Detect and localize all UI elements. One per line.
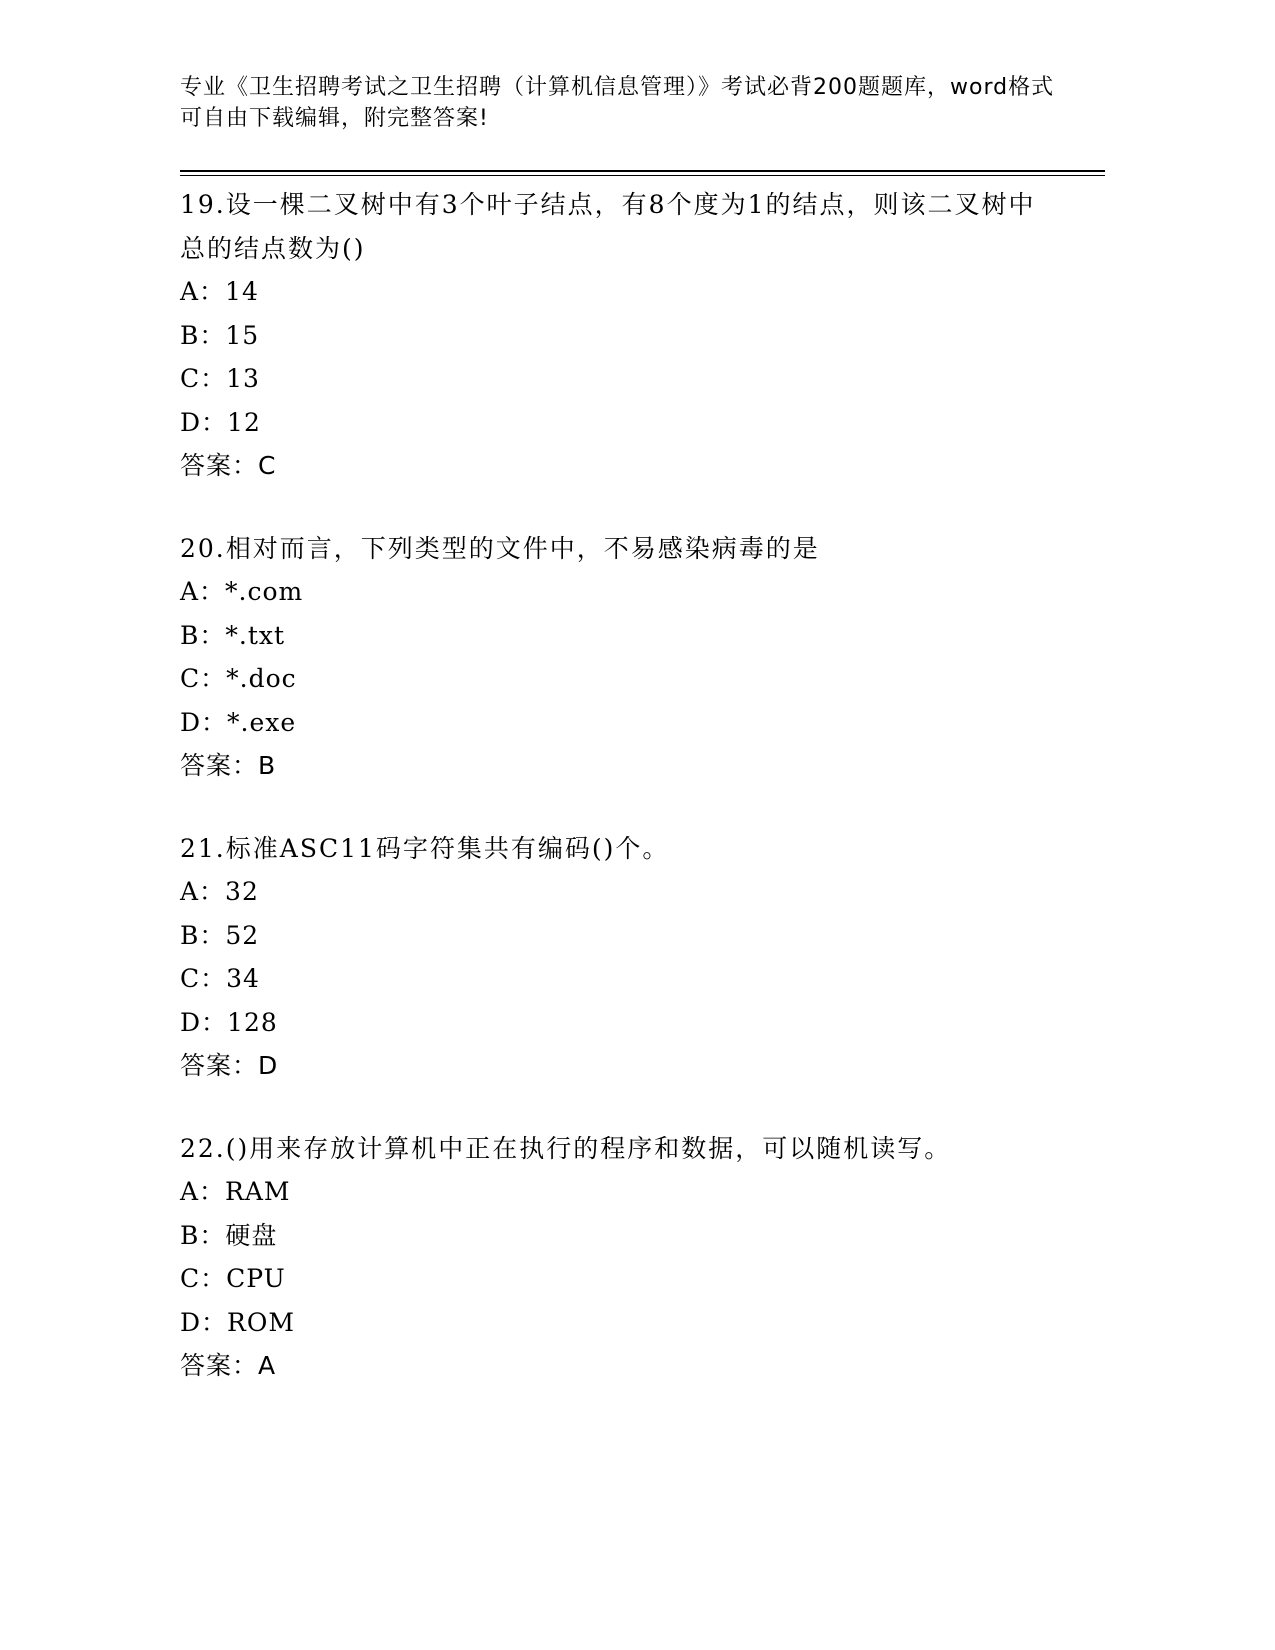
option-c: C：13 [180,364,260,393]
option-a: A：14 [180,277,259,306]
option-d: D：12 [180,407,261,437]
question-stem: 22.()用来存放计算机中正在执行的程序和数据，可以随机读写。 [180,1133,952,1163]
option-d: D：ROM [180,1307,295,1337]
question-stem: 19.设一棵二叉树中有3个叶子结点，有8个度为1的结点，则该二叉树中总的结点数为() [180,190,1036,263]
answer-line: 答案：A [180,1351,277,1380]
option-d: D：*.exe [180,707,297,737]
question-20 [180,527,1060,788]
question-stem: 21.标准ASC11码字符集共有编码()个。 [180,833,670,863]
option-c: C：*.doc [180,664,297,693]
option-a: A：RAM [180,1177,291,1206]
answer-line: 答案：C [180,451,277,480]
question-list [180,183,1060,1427]
option-c: C：34 [180,964,260,993]
header-divider-thick [180,170,1105,172]
option-b: B：*.txt [180,620,286,650]
option-b: B：15 [180,320,260,350]
answer-line: 答案：D [180,1051,279,1080]
option-a: A：32 [180,877,259,906]
question-stem: 20.相对而言，下列类型的文件中，不易感染病毒的是 [180,533,820,563]
header-divider-thin [180,175,1105,176]
answer-line: 答案：B [180,751,277,780]
option-b: B：硬盘 [180,1220,278,1250]
document-header: 专业《卫生招聘考试之卫生招聘（计算机信息管理）》考试必背200题题库，word格式可自由下载编辑，附完整答案! [180,75,1055,131]
option-c: C：CPU [180,1264,286,1293]
question-19 [180,183,1060,488]
option-b: B：52 [180,920,260,950]
question-21 [180,827,1060,1088]
option-d: D：128 [180,1007,278,1037]
option-a: A：*.com [180,577,304,606]
question-22 [180,1127,1060,1388]
